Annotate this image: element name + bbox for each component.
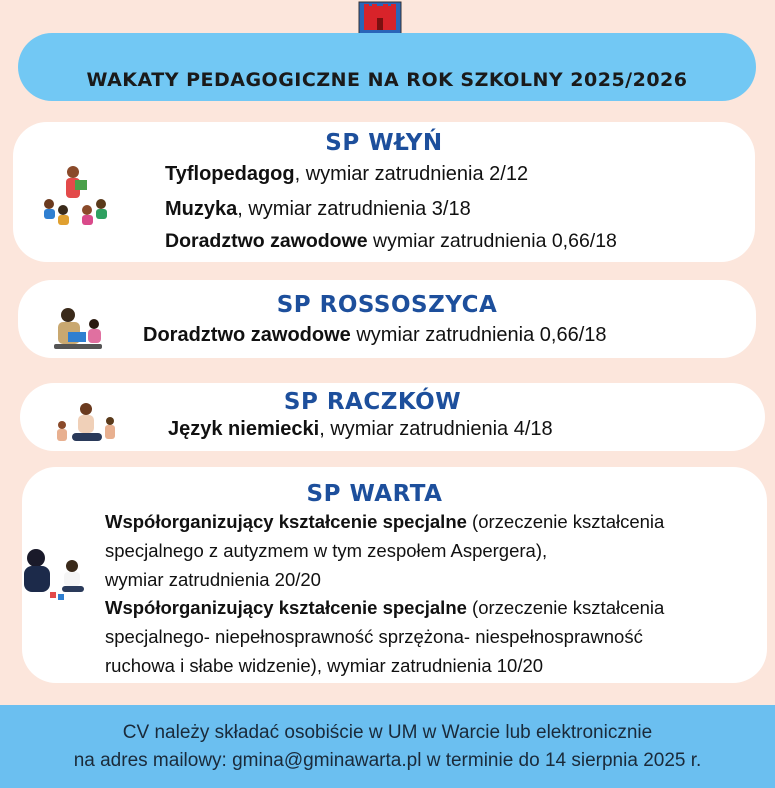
page-title: WAKATY PEDAGOGICZNE NA ROK SZKOLNY 2025/2026	[86, 69, 688, 91]
vacancy-line: Współorganizujący kształcenie specjalne (orzeczenie kształcenia	[105, 597, 665, 618]
vacancy-line: ruchowa i słabe widzenie), wymiar zatrudnienia 10/20	[105, 655, 544, 676]
vacancy-line: specjalnego- niepełnosprawność sprzężona- niespełnosprawność	[105, 626, 643, 647]
vacancy-line: Muzyka, wymiar zatrudnienia 3/18	[165, 198, 471, 220]
school-card-wlyn	[13, 122, 755, 262]
school-name: SP RACZKÓW	[283, 389, 462, 415]
vacancy-line: Współorganizujący kształcenie specjalne (orzeczenie kształcenia	[105, 511, 665, 532]
footer-notice	[0, 705, 775, 788]
vacancy-line: Doradztwo zawodowe wymiar zatrudnienia 0,66/18	[143, 324, 607, 346]
school-name: SP ROSSOSZYCA	[276, 292, 498, 318]
school-name: SP WŁYŃ	[325, 130, 443, 156]
school-card-raczkow	[20, 383, 765, 451]
teacher-reading-to-children-icon	[39, 164, 111, 228]
teacher-playing-with-child-icon	[20, 546, 90, 602]
vacancy-line: Tyflopedagog, wymiar zatrudnienia 2/12	[165, 163, 529, 185]
footer-line-2: na adres mailowy: gmina@gminawarta.pl w terminie do 14 sierpnia 2025 r.	[73, 749, 702, 771]
footer-line-1: CV należy składać osobiście w UM w Warcie lub elektronicznie	[122, 721, 653, 743]
vacancy-line: specjalnego z autyzmem w tym zespołem Aspergera),	[105, 540, 548, 561]
vacancy-line: wymiar zatrudnienia 20/20	[105, 569, 321, 590]
vacancy-line: Język niemiecki, wymiar zatrudnienia 4/18	[168, 418, 553, 440]
vacancy-line: Doradztwo zawodowe wymiar zatrudnienia 0,66/18	[165, 230, 617, 252]
adult-reading-with-child-icon	[48, 306, 108, 352]
school-card-rossoszyca	[18, 280, 756, 358]
header-banner	[18, 33, 756, 101]
school-name: SP WARTA	[306, 481, 443, 507]
teacher-sitting-with-children-icon	[50, 401, 122, 447]
